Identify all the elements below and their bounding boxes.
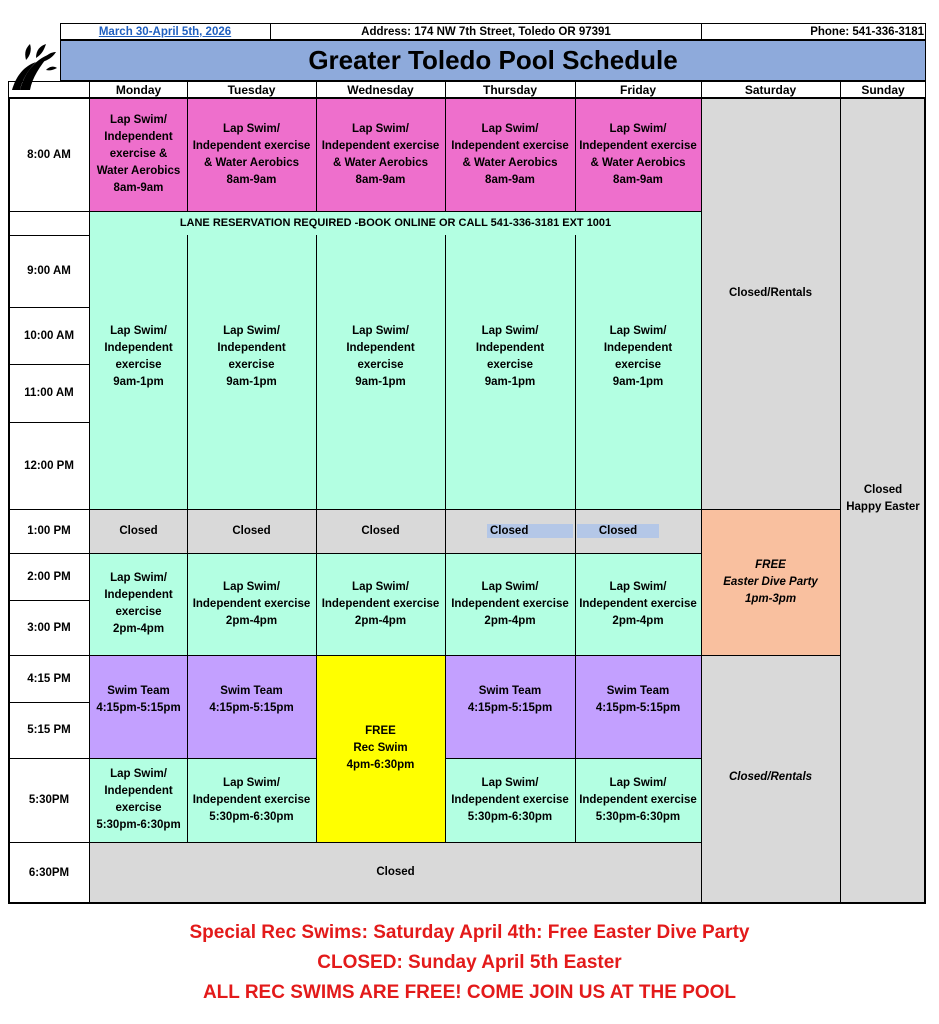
friday-midday-lap-swim: Lap Swim/ Independent exercise 9am-1pm [575, 235, 701, 509]
thursday-1pm-cell [445, 509, 575, 553]
vline-fri-sat [701, 81, 702, 903]
hline-t-211 [8, 211, 90, 212]
hline-655 [8, 655, 840, 656]
monday-midday-lap-swim: Lap Swim/ Independent exercise 9am-1pm [90, 235, 187, 509]
wednesday-afternoon-lap-swim: Lap Swim/ Independent exercise 2pm-4pm [316, 553, 445, 655]
day-tuesday: Tuesday [227, 82, 276, 97]
monday-1pm-closed: Closed [90, 509, 187, 553]
hline-553 [8, 553, 701, 554]
address-text: Address: 174 NW 7th Street, Toledo OR 97391 [361, 25, 611, 38]
day-wednesday: Wednesday [347, 82, 414, 97]
tuesday-1pm-closed: Closed [187, 509, 316, 553]
wednesday-1pm-closed: Closed [316, 509, 445, 553]
time-515pm: 5:15 PM [8, 702, 90, 758]
thursday-afternoon-lap-swim: Lap Swim/ Independent exercise 2pm-4pm [445, 553, 575, 655]
time-530pm: 5:30PM [8, 758, 90, 842]
vline-thu-fri-mid [575, 235, 576, 842]
hline-t-600 [8, 600, 90, 601]
thursday-midday-lap-swim: Lap Swim/ Independent exercise 9am-1pm [445, 235, 575, 509]
friday-afternoon-lap-swim: Lap Swim/ Independent exercise 2pm-4pm [575, 553, 701, 655]
time-1pm: 1:00 PM [8, 509, 90, 553]
hline-t-235 [8, 235, 90, 236]
time-11am: 11:00 AM [8, 364, 90, 422]
friday-1pm-cell [575, 509, 701, 553]
phone-text: Phone: 541-336-3181 [810, 25, 924, 38]
hline-842 [8, 842, 701, 843]
wednesday-morning-lap-swim: Lap Swim/ Independent exercise & Water Aerobics 8am-9am [316, 98, 445, 211]
vline-sat-sun [840, 81, 841, 903]
vline-mon-tue-top [187, 81, 188, 211]
saturday-evening-closed-rentals: Closed/Rentals [701, 655, 840, 903]
saturday-morning-closed-rentals: Closed/Rentals [701, 98, 840, 509]
time-10am: 10:00 AM [8, 307, 90, 364]
thursday-evening-lap-swim: Lap Swim/ Independent exercise 5:30pm-6:30pm [445, 758, 575, 842]
time-3pm: 3:00 PM [8, 600, 90, 655]
hline-t-702 [8, 702, 90, 703]
monday-morning-lap-swim: Lap Swim/ Independent exercise & Water Aerobics 8am-9am [90, 98, 187, 211]
day-friday: Friday [619, 82, 656, 97]
time-9am: 9:00 AM [8, 235, 90, 307]
vline-wed-thu-mid [445, 235, 446, 842]
day-saturday: Saturday [744, 82, 797, 97]
time-12pm: 12:00 PM [8, 422, 90, 509]
monday-afternoon-lap-swim: Lap Swim/ Independent exercise 2pm-4pm [90, 553, 187, 655]
friday-swim-team: Swim Team 4:15pm-5:15pm [575, 655, 701, 758]
wednesday-midday-lap-swim: Lap Swim/ Independent exercise 9am-1pm [316, 235, 445, 509]
day-monday: Monday [115, 82, 162, 97]
tuesday-midday-lap-swim: Lap Swim/ Independent exercise 9am-1pm [187, 235, 316, 509]
tuesday-morning-lap-swim: Lap Swim/ Independent exercise & Water Aerobics 8am-9am [187, 98, 316, 211]
vline-tue-wed-top [316, 81, 317, 211]
time-415pm: 4:15 PM [8, 655, 90, 702]
hline-758-b [445, 758, 701, 759]
day-thursday: Thursday [482, 82, 537, 97]
tuesday-evening-lap-swim: Lap Swim/ Independent exercise 5:30pm-6:30pm [187, 758, 316, 842]
friday-1pm-closed-highlight: Closed [577, 524, 659, 538]
lane-reservation-notice: LANE RESERVATION REQUIRED -BOOK ONLINE OR CALL 541-336-3181 EXT 1001 [90, 211, 701, 235]
saturday-easter-dive-party: FREE Easter Dive Party 1pm-3pm [701, 509, 840, 655]
page-title: Greater Toledo Pool Schedule [308, 45, 678, 75]
hline-509 [8, 509, 840, 510]
hline-t-307 [8, 307, 90, 308]
sunday-closed-happy-easter: Closed Happy Easter [840, 98, 926, 903]
wednesday-free-rec-swim: FREE Rec Swim 4pm-6:30pm [316, 655, 445, 842]
time-2pm: 2:00 PM [8, 553, 90, 600]
vline-thu-fri-top [575, 81, 576, 211]
footer-all-rec-swims-free: ALL REC SWIMS ARE FREE! COME JOIN US AT THE POOL [202, 982, 737, 1003]
dates-link[interactable]: March 30-April 5th, 2026 [98, 25, 232, 38]
vline-time [89, 81, 90, 903]
hline-t-364 [8, 364, 90, 365]
hline-758-a [8, 758, 316, 759]
hline-211 [90, 211, 701, 212]
thursday-morning-lap-swim: Lap Swim/ Independent exercise & Water Aerobics 8am-9am [445, 98, 575, 211]
friday-evening-lap-swim: Lap Swim/ Independent exercise 5:30pm-6:30pm [575, 758, 701, 842]
friday-morning-lap-swim: Lap Swim/ Independent exercise & Water Aerobics 8am-9am [575, 98, 701, 211]
vline-mon-tue-mid [187, 235, 188, 842]
thursday-swim-team: Swim Team 4:15pm-5:15pm [445, 655, 575, 758]
hline-t-422 [8, 422, 90, 423]
time-630pm: 6:30PM [8, 842, 90, 903]
time-blank [8, 211, 90, 235]
vline-wed-thu-top [445, 81, 446, 211]
tuesday-swim-team: Swim Team 4:15pm-5:15pm [187, 655, 316, 758]
day-sunday: Sunday [861, 82, 905, 97]
monday-evening-lap-swim: Lap Swim/ Independent exercise 5:30pm-6:30pm [90, 758, 187, 842]
time-8am: 8:00 AM [8, 98, 90, 211]
weekday-630pm-closed: Closed [90, 842, 701, 903]
footer-closed-sunday: CLOSED: Sunday April 5th Easter [317, 952, 622, 973]
vline-tue-wed-mid [316, 235, 317, 842]
monday-swim-team: Swim Team 4:15pm-5:15pm [90, 655, 187, 758]
thursday-1pm-closed-highlight: Closed [487, 524, 573, 538]
tuesday-afternoon-lap-swim: Lap Swim/ Independent exercise 2pm-4pm [187, 553, 316, 655]
footer-special-rec-swims: Special Rec Swims: Saturday April 4th: Free Easter Dive Party [189, 922, 750, 943]
